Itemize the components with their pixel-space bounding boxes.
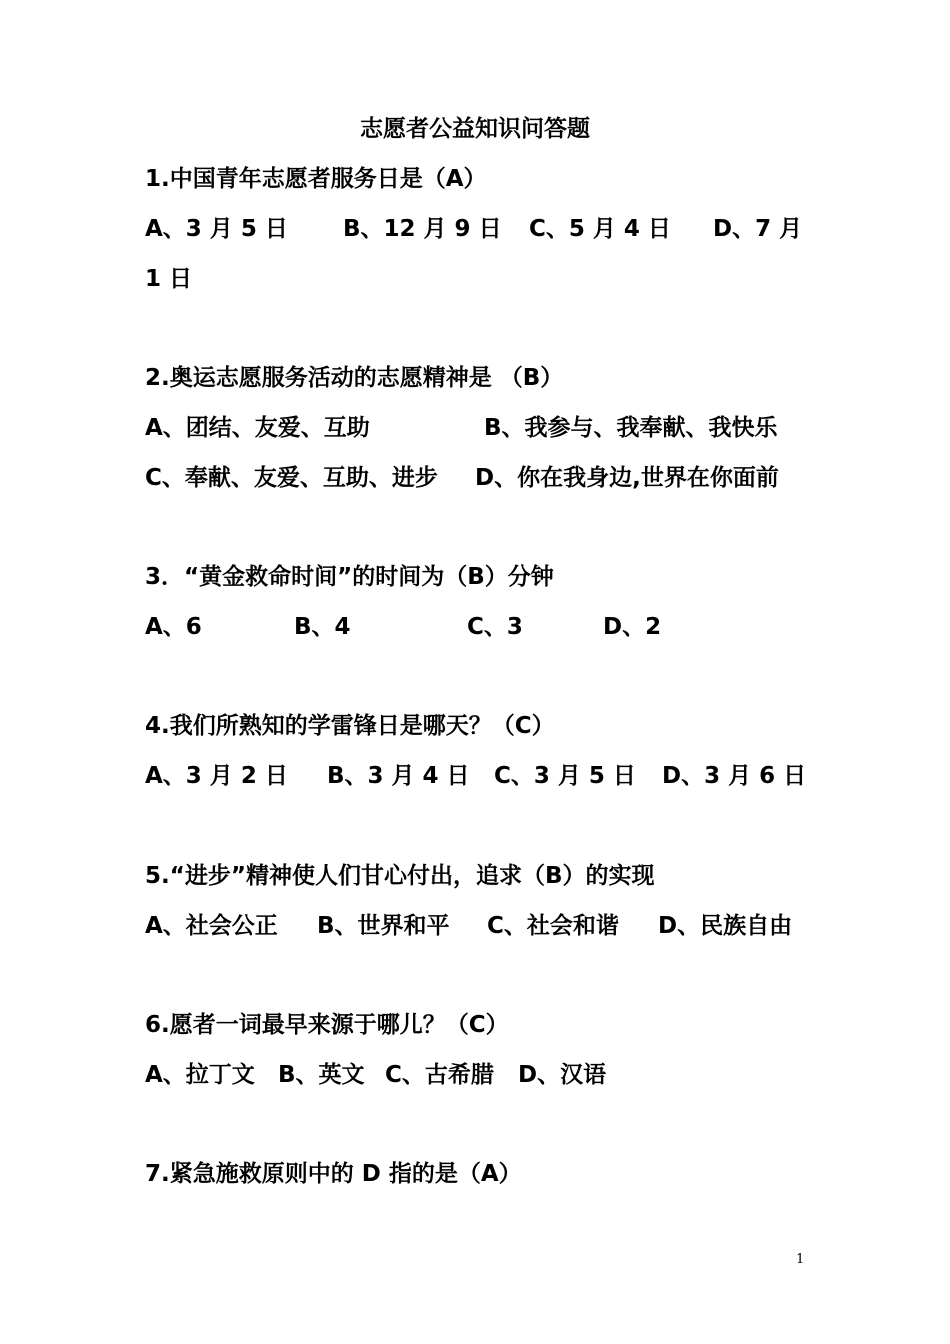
q3-option-a: A、6: [145, 614, 202, 640]
q5-option-b: B、世界和平: [317, 913, 450, 939]
q3-option-b: B、4: [294, 614, 351, 640]
q6-option-a: A、拉丁文: [145, 1062, 255, 1088]
question-3: 3．“黄金救命时间”的时间为（B）分钟: [145, 564, 554, 590]
q1-option-c: C、5 月 4 日: [529, 216, 671, 242]
q5-option-d: D、民族自由: [658, 913, 793, 939]
q2-option-d: D、你在我身边,世界在你面前: [475, 465, 779, 491]
q1-option-b: B、12 月 9 日: [343, 216, 502, 242]
q5-option-a: A、社会公正: [145, 913, 278, 939]
q2-option-b: B、我参与、我奉献、我快乐: [484, 415, 778, 441]
q3-option-c: C、3: [467, 614, 523, 640]
q2-option-c: C、奉献、友爱、互助、进步: [145, 465, 438, 491]
document-title: 志愿者公益知识问答题: [360, 116, 590, 142]
q2-option-a: A、团结、友爱、互助: [145, 415, 370, 441]
q6-option-d: D、汉语: [518, 1062, 607, 1088]
q5-option-c: C、社会和谐: [487, 913, 619, 939]
q4-option-b: B、3 月 4 日: [327, 763, 470, 789]
question-1: 1.中国青年志愿者服务日是（A）: [145, 166, 487, 192]
question-2: 2.奥运志愿服务活动的志愿精神是 （B）: [145, 365, 564, 391]
q4-option-a: A、3 月 2 日: [145, 763, 288, 789]
question-5: 5.“进步”精神使人们甘心付出，追求（B）的实现: [145, 863, 655, 889]
q3-option-d: D、2: [603, 614, 662, 640]
q1-option-d: D、7 月: [713, 216, 803, 242]
q4-option-d: D、3 月 6 日: [662, 763, 807, 789]
q6-option-c: C、古希腊: [385, 1062, 494, 1088]
q1-option-a: A、3 月 5 日: [145, 216, 288, 242]
page-number: 1: [796, 1252, 805, 1267]
q4-option-c: C、3 月 5 日: [494, 763, 636, 789]
question-6: 6.愿者一词最早来源于哪儿？（C）: [145, 1012, 509, 1038]
q6-option-b: B、英文: [278, 1062, 365, 1088]
question-7: 7.紧急施救原则中的 D 指的是（A）: [145, 1161, 522, 1187]
question-4: 4.我们所熟知的学雷锋日是哪天？（C）: [145, 713, 555, 739]
q1-option-d-continued: 1 日: [145, 266, 193, 292]
